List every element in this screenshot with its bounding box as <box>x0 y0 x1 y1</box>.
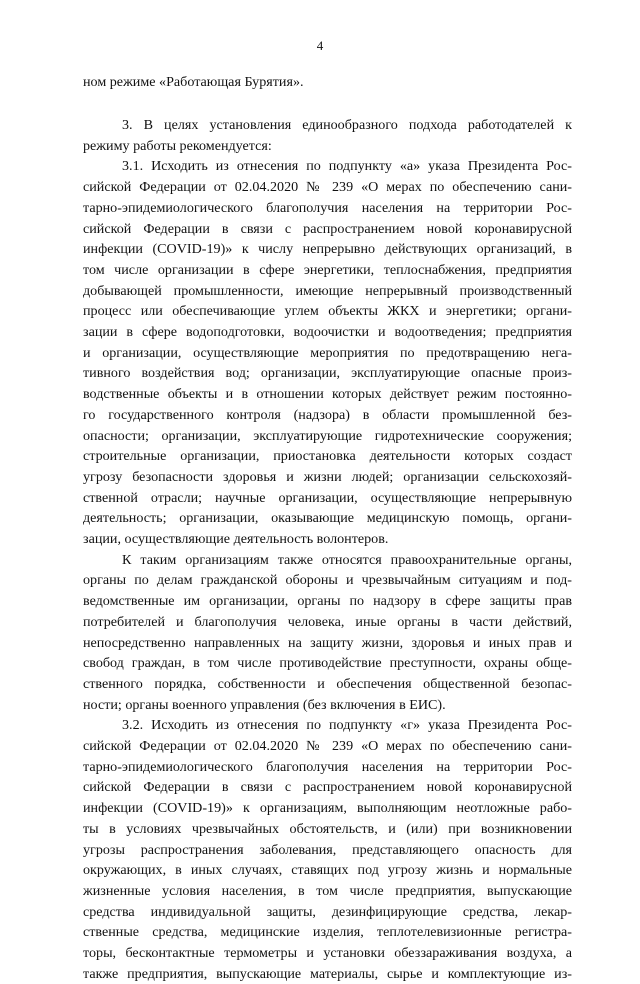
text-line: режиму работы рекомендуется: <box>83 138 272 154</box>
text-line: свобод граждан, в том числе противодействие преступности, охраны обще- <box>83 655 572 671</box>
text-line: ственного порядка, собственности и обеспечения общественной безопас- <box>83 676 572 692</box>
text-line: сийской Федерации в связи с распространением новой коронавирусной <box>83 221 572 237</box>
text-line: водственные объекты и в отношении которых действует режим постоянно- <box>83 386 572 402</box>
text-line: деятельность; организации, оказывающие медицинскую помощь, органи- <box>83 510 572 526</box>
text-line: го государственного контроля (надзора) в области промышленной без- <box>83 407 572 423</box>
text-line: жизненные условия населения, в том числе предприятия, выпускающие <box>83 883 572 899</box>
text-line: тарно-эпидемиологического благополучия населения на территории Рос- <box>83 759 572 775</box>
text-line: непосредственно направленных на защиту жизни, здоровья и иных прав и <box>83 635 572 651</box>
text-line: сийской Федерации от 02.04.2020 № 239 «О мерах по обеспечению сани- <box>83 179 572 195</box>
text-line: зации, осуществляющие деятельность волонтеров. <box>83 531 389 547</box>
page-number: 4 <box>316 38 324 53</box>
text-line: 3.2. Исходить из отнесения по подпункту «г» указа Президента Рос- <box>122 717 572 733</box>
text-line: торы, бесконтактные термометры и установки обеззараживания воздуха, а <box>83 945 572 961</box>
text-line: ственной отрасли; научные организации, осуществляющие непрерывную <box>83 490 572 506</box>
text-line: добывающей промышленности, имеющие непрерывный производственный <box>83 283 572 299</box>
text-line: инфекции (COVID-19)» к числу непрерывно действующих организаций, в <box>83 241 572 257</box>
text-line: ственные средства, медицинские изделия, теплотелевизионные регистра- <box>83 924 572 940</box>
text-line: 3. В целях установления единообразного подхода работодателей к <box>122 117 572 133</box>
text-line: ном режиме «Работающая Бурятия». <box>83 74 304 90</box>
text-line: 3.1. Исходить из отнесения по подпункту «а» указа Президента Рос- <box>122 158 572 174</box>
text-line: ты в условиях чрезвычайных обстоятельств, и (или) при возникновении <box>83 821 572 837</box>
text-line: тарно-эпидемиологического благополучия населения на территории Рос- <box>83 200 572 216</box>
text-line: ведомственные им организации, органы по надзору в сфере защиты прав <box>83 593 572 609</box>
text-line: угрозу безопасности здоровья и жизни людей; организации сельскохозяй- <box>83 469 572 485</box>
text-line: строительные организации, приостановка деятельности которых создаст <box>83 448 572 464</box>
text-line: К таким организациям также относятся правоохранительные органы, <box>122 552 572 568</box>
text-line: том числе организации в сфере энергетики, теплоснабжения, предприятия <box>83 262 572 278</box>
text-line: средства индивидуальной защиты, дезинфицирующие средства, лекар- <box>83 904 572 920</box>
text-line: сийской Федерации в связи с распространением новой коронавирусной <box>83 779 572 795</box>
text-line: сийской Федерации от 02.04.2020 № 239 «О мерах по обеспечению сани- <box>83 738 572 754</box>
text-line: зации в сфере водоподготовки, водоочистки и водоотведения; предприятия <box>83 324 572 340</box>
text-line: органы по делам гражданской обороны и чрезвычайным ситуациям и под- <box>83 572 572 588</box>
text-line: инфекции (COVID-19)» к организациям, выполняющим неотложные рабо- <box>83 800 572 816</box>
text-line: процесс или обеспечивающие углем объекты ЖКХ и энергетики; органи- <box>83 303 572 319</box>
text-line: окружающих, в иных случаях, ставящих под угрозу жизнь и нормальные <box>83 862 572 878</box>
text-line: потребителей и благополучия человека, иные органы в части действий, <box>83 614 572 630</box>
text-line: и организации, осуществляющие мероприятия по предотвращению нега- <box>83 345 572 361</box>
text-line: тивного воздействия вод; организации, эксплуатирующие опасные произ- <box>83 365 572 381</box>
text-line: ности; органы военного управления (без включения в ЕИС). <box>83 697 446 713</box>
text-line: угрозы распространения заболевания, представляющего опасность для <box>83 842 572 858</box>
text-line: также предприятия, выпускающие материалы, сырье и комплектующие из- <box>83 966 572 982</box>
text-line: опасности; организации, эксплуатирующие гидротехнические сооружения; <box>83 428 572 444</box>
